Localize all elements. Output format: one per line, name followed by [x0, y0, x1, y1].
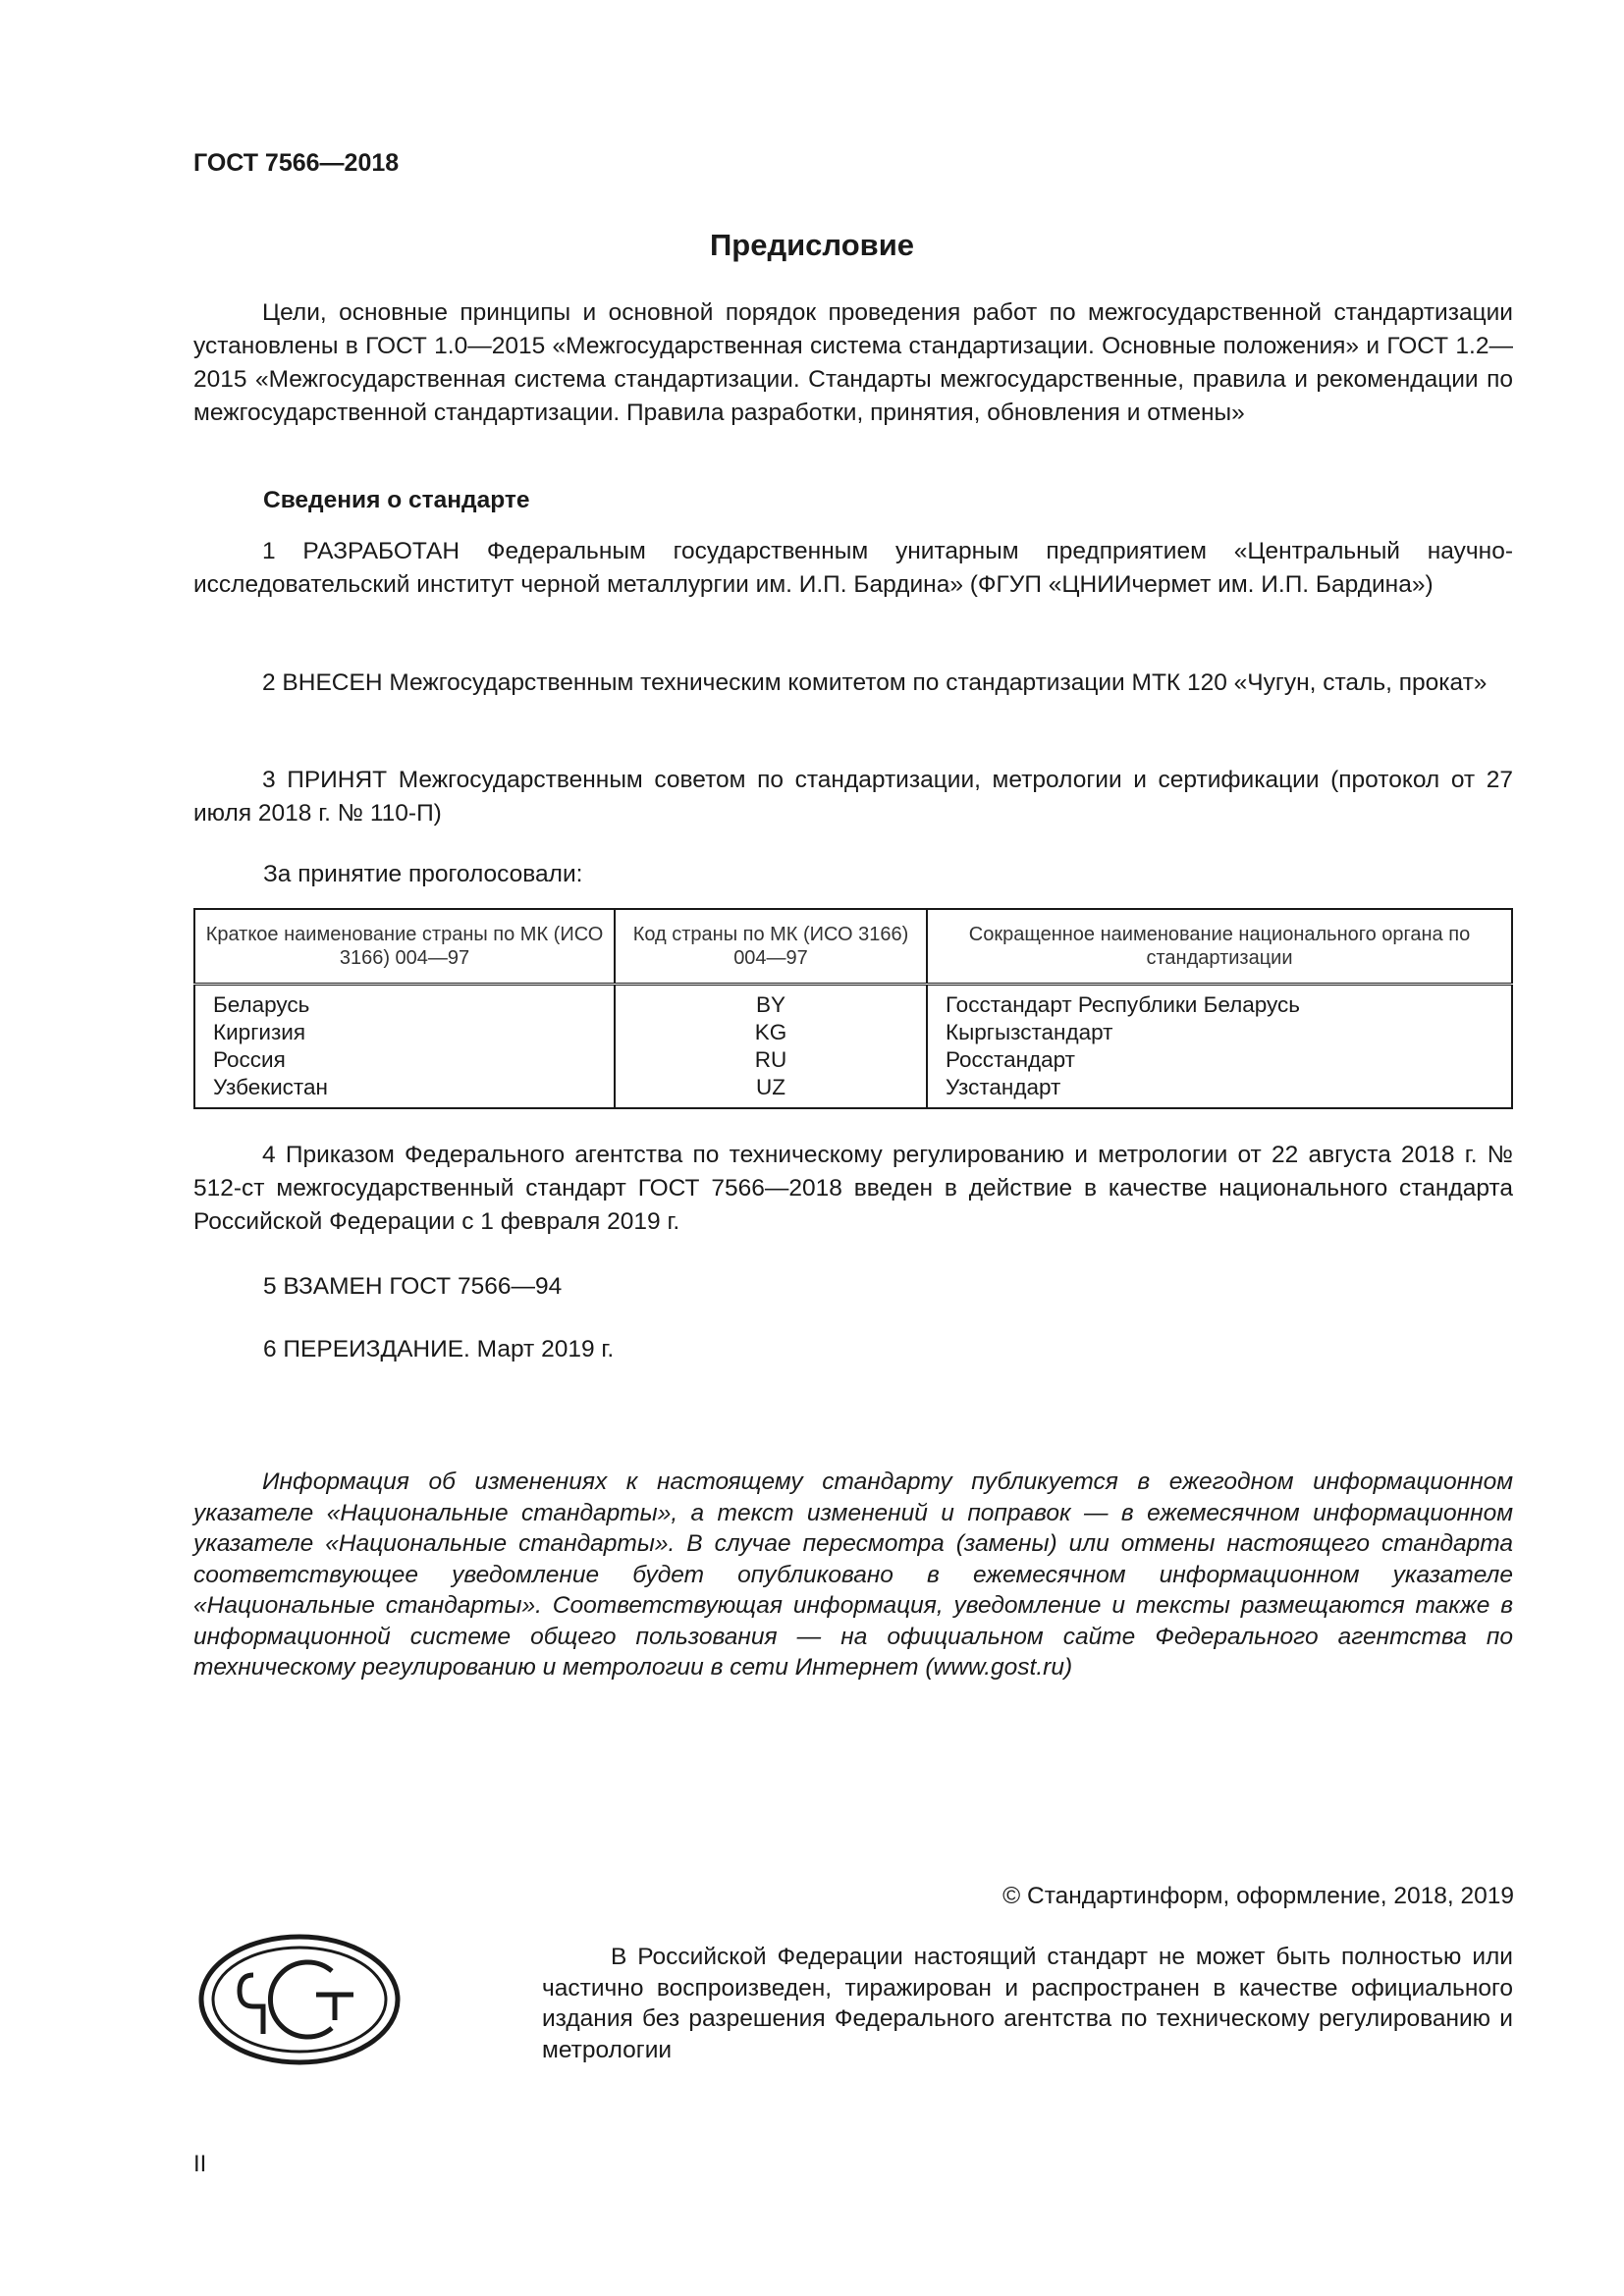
- item-2-text: 2 ВНЕСЕН Межгосударственным техническим комитетом по стандартизации МТК 120 «Чугун, сталь, прокат»: [262, 669, 1488, 696]
- document-header: ГОСТ 7566—2018: [193, 149, 400, 177]
- code-cell: RU: [754, 1047, 787, 1072]
- reproduction-notice: [542, 1942, 1513, 2065]
- agency-cell: Узстандарт: [946, 1075, 1061, 1099]
- voted-label: За принятие проголосовали:: [263, 861, 583, 887]
- change-info-text: Информация об изменениях к настоящему стандарту публикуется в ежегодном информационном указателе «Национальные стандарты», а текст изменений и поправок — в ежемесячном информационном указателе «Национальные стандарты». В случае пересмотра (замены) или отмены настоящего стандарта соответствующее уведомление будет опубликовано в ежемесячном информационном указателе «Национальные стандарты». Соответствующая информация, уведомление и тексты размещаются также в информационной системе общего пользования — на официальном сайте Федерального агентства по техническому регулированию и метрологии в сети Интернет (www.gost.ru): [193, 1468, 1513, 1681]
- column-header-agency: Сокращенное наименование национального органа по стандартизации: [927, 909, 1512, 985]
- agency-cell: Росстандарт: [946, 1047, 1075, 1072]
- column-header-country: Краткое наименование страны по МК (ИСО 3166) 004—97: [194, 909, 615, 985]
- table-row: [194, 985, 1512, 1109]
- country-cell: Россия: [213, 1047, 286, 1072]
- item-4-text: 4 Приказом Федерального агентства по техническому регулированию и метрологии от 22 августа 2018 г. № 512-ст межгосударственный стандарт ГОСТ 7566—2018 введен в действие в качестве национального стандарта Российской Федерации с 1 февраля 2019 г.: [193, 1142, 1513, 1235]
- page-title: Предисловие: [709, 228, 914, 262]
- item-2: [193, 667, 1513, 700]
- item-5: 5 ВЗАМЕН ГОСТ 7566—94: [263, 1273, 563, 1300]
- table-header-row: [194, 909, 1512, 985]
- code-cell: BY: [755, 992, 785, 1017]
- change-info-paragraph: [193, 1467, 1513, 1683]
- intro-paragraph: [193, 296, 1513, 430]
- code-cell: UZ: [756, 1075, 785, 1099]
- reproduction-notice-text: В Российской Федерации настоящий стандарт не может быть полностью или частично воспроизведен, тиражирован и распространен в качестве официального издания без разрешения Федерального агентства по техническому регулированию и метрологии: [542, 1944, 1513, 2063]
- column-header-code: Код страны по МК (ИСО 3166) 004—97: [615, 909, 927, 985]
- intro-text: Цели, основные принципы и основной порядок проведения работ по межгосударственной стандартизации установлены в ГОСТ 1.0—2015 «Межгосударственная система стандартизации. Основные положения» и ГОСТ 1.2—2015 «Межгосударственная система стандартизации. Стандарты межгосударственные, правила и рекомендации по межгосударственной стандартизации. Правила разработки, принятия, обновления и отмены»: [193, 299, 1513, 426]
- item-4: [193, 1139, 1513, 1239]
- item-1: [193, 535, 1513, 602]
- country-cell: Беларусь: [213, 992, 310, 1017]
- item-6: 6 ПЕРЕИЗДАНИЕ. Март 2019 г.: [263, 1336, 615, 1362]
- page-number: II: [193, 2151, 207, 2177]
- voting-table: [193, 908, 1513, 1109]
- copyright-line: © Стандартинформ, оформление, 2018, 2019: [1002, 1883, 1514, 1909]
- code-cell: KG: [754, 1020, 787, 1044]
- item-1-text: 1 РАЗРАБОТАН Федеральным государственным унитарным предприятием «Центральный научно-исследовательский институт черной металлургии им. И.П. Бардина» (ФГУП «ЦНИИчермет им. И.П. Бардина»): [193, 538, 1513, 598]
- item-3-text: 3 ПРИНЯТ Межгосударственным советом по стандартизации, метрологии и сертификации (протокол от 27 июля 2018 г. № 110-П): [193, 767, 1513, 827]
- agency-cell: Госстандарт Республики Беларусь: [946, 992, 1301, 1017]
- section-subheading: Сведения о стандарте: [263, 487, 530, 513]
- agency-cell: Кыргызстандарт: [946, 1020, 1113, 1044]
- country-cell: Узбекистан: [213, 1075, 328, 1099]
- rst-logo-icon: [196, 1932, 403, 2067]
- country-cell: Киргизия: [213, 1020, 306, 1044]
- item-3: [193, 764, 1513, 830]
